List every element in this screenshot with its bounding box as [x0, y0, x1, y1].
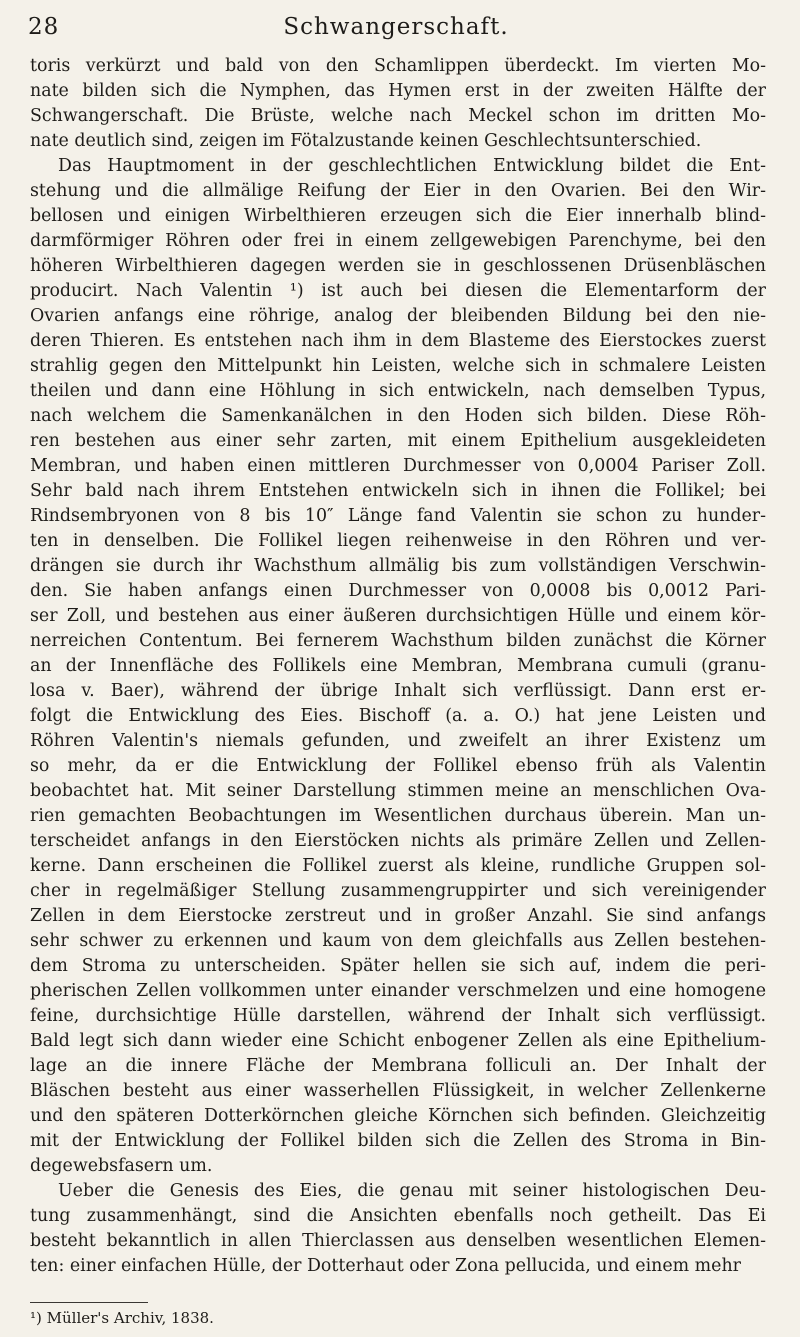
text-line: rien gemachten Beobachtungen im Wesentlichen durchaus überein. Man un- — [30, 806, 766, 826]
text-line: feine, durchsichtige Hülle darstellen, während der Inhalt sich verflüssigt. — [30, 1006, 766, 1026]
text-line: losa v. Baer), während der übrige Inhalt sich verflüssigt. Dann erst er- — [30, 681, 766, 701]
text-line: theilen und dann eine Höhlung in sich entwickeln, nach demselben Typus, — [30, 381, 766, 401]
text-line: lage an die innere Fläche der Membrana folliculi an. Der Inhalt der — [30, 1056, 766, 1076]
text-line: strahlig gegen den Mittelpunkt hin Leisten, welche sich in schmalere Leisten — [30, 356, 766, 376]
text-line: deren Thieren. Es entstehen nach ihm in dem Blasteme des Eierstockes zuerst — [30, 331, 766, 351]
text-line: cher in regelmäßiger Stellung zusammengruppirter und sich vereinigender — [30, 881, 766, 901]
page-header — [28, 14, 764, 44]
text-line: Ueber die Genesis des Eies, die genau mit seiner histologischen Deu- — [58, 1181, 766, 1201]
text-line: degewebsfasern um. — [30, 1156, 213, 1176]
text-line: Das Hauptmoment in der geschlechtlichen Entwicklung bildet die Ent- — [58, 156, 766, 176]
text-line: toris verkürzt und bald von den Schamlippen überdeckt. Im vierten Mo- — [30, 56, 766, 76]
text-line: folgt die Entwicklung des Eies. Bischoff (a. a. O.) hat jene Leisten und — [30, 706, 766, 726]
text-line: mit der Entwicklung der Follikel bilden sich die Zellen des Stroma in Bin- — [30, 1131, 766, 1151]
text-line: Membran, und haben einen mittleren Durchmesser von 0,0004 Pariser Zoll. — [30, 456, 766, 476]
text-line: Zellen in dem Eierstocke zerstreut und in großer Anzahl. Sie sind anfangs — [30, 906, 766, 926]
text-line: kerne. Dann erscheinen die Follikel zuerst als kleine, rundliche Gruppen sol- — [30, 856, 766, 876]
text-line: ten in denselben. Die Follikel liegen reihenweise in den Röhren und ver- — [30, 531, 766, 551]
footnote-rule — [30, 1302, 148, 1303]
text-line: ren bestehen aus einer sehr zarten, mit einem Epithelium ausgekleideten — [30, 431, 766, 451]
text-line: besteht bekanntlich in allen Thierclassen aus denselben wesentlichen Elemen- — [30, 1231, 766, 1251]
text-line: sehr schwer zu erkennen und kaum von dem gleichfalls aus Zellen bestehen- — [30, 931, 766, 951]
running-title: Schwangerschaft. — [283, 14, 509, 40]
text-line: Rindsembryonen von 8 bis 10″ Länge fand Valentin sie schon zu hunder- — [30, 506, 766, 526]
text-line: den. Sie haben anfangs einen Durchmesser von 0,0008 bis 0,0012 Pari- — [30, 581, 766, 601]
page-number: 28 — [28, 14, 60, 40]
text-line: dem Stroma zu unterscheiden. Später hellen sie sich auf, indem die peri- — [30, 956, 766, 976]
text-line: tung zusammenhängt, sind die Ansichten ebenfalls noch getheilt. Das Ei — [30, 1206, 766, 1226]
text-line: Ovarien anfangs eine röhrige, analog der bleibenden Bildung bei den nie- — [30, 306, 766, 326]
text-line: nerreichen Contentum. Bei fernerem Wachsthum bilden zunächst die Körner — [30, 631, 766, 651]
text-line: Bald legt sich dann wieder eine Schicht enbogener Zellen als eine Epithelium- — [30, 1031, 766, 1051]
text-line: nate bilden sich die Nymphen, das Hymen erst in der zweiten Hälfte der — [30, 81, 766, 101]
text-line: beobachtet hat. Mit seiner Darstellung stimmen meine an menschlichen Ova- — [30, 781, 766, 801]
text-line: Röhren Valentin's niemals gefunden, und zweifelt an ihrer Existenz um — [30, 731, 766, 751]
text-line: ser Zoll, und bestehen aus einer äußeren durchsichtigen Hülle und einem kör- — [30, 606, 766, 626]
text-line: bellosen und einigen Wirbelthieren erzeugen sich die Eier innerhalb blind- — [30, 206, 766, 226]
body-text — [30, 54, 766, 1279]
text-line: producirt. Nach Valentin ¹) ist auch bei diesen die Elementarform der — [30, 281, 766, 301]
text-line: Sehr bald nach ihrem Entstehen entwickeln sich in ihnen die Follikel; bei — [30, 481, 766, 501]
text-line: drängen sie durch ihr Wachsthum allmälig bis zum vollständigen Verschwin- — [30, 556, 766, 576]
text-line: terscheidet anfangs in den Eierstöcken nichts als primäre Zellen und Zellen- — [30, 831, 766, 851]
text-line: Bläschen besteht aus einer wasserhellen Flüssigkeit, in welcher Zellenkerne — [30, 1081, 766, 1101]
text-line: an der Innenfläche des Follikels eine Membran, Membrana cumuli (granu- — [30, 656, 766, 676]
text-line: darmförmiger Röhren oder frei in einem zellgewebigen Parenchyme, bei den — [30, 231, 766, 251]
footnote: ¹) Müller's Archiv, 1838. — [30, 1309, 214, 1327]
text-line: Schwangerschaft. Die Brüste, welche nach Meckel schon im dritten Mo- — [30, 106, 766, 126]
text-line: höheren Wirbelthieren dagegen werden sie in geschlossenen Drüsenbläschen — [30, 256, 766, 276]
text-line: stehung und die allmälige Reifung der Eier in den Ovarien. Bei den Wir- — [30, 181, 766, 201]
text-line: pherischen Zellen vollkommen unter einander verschmelzen und eine homogene — [30, 981, 766, 1001]
text-line: nate deutlich sind, zeigen im Fötalzustande keinen Geschlechtsunterschied. — [30, 131, 702, 151]
text-line: nach welchem die Samenkanälchen in den Hoden sich bilden. Diese Röh- — [30, 406, 766, 426]
text-line: ten: einer einfachen Hülle, der Dotterhaut oder Zona pellucida, und einem mehr — [30, 1256, 741, 1276]
text-line: und den späteren Dotterkörnchen gleiche Körnchen sich befinden. Gleichzeitig — [30, 1106, 766, 1126]
text-line: so mehr, da er die Entwicklung der Follikel ebenso früh als Valentin — [30, 756, 766, 776]
